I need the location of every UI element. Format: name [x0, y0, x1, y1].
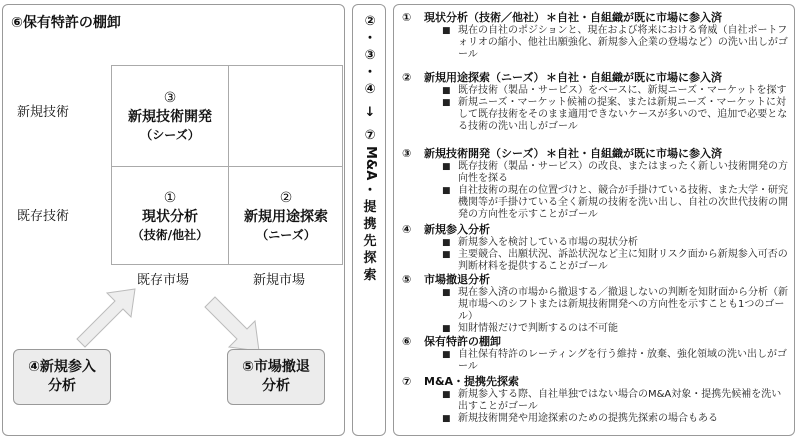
- col-label-existing-market: 既存市場: [137, 273, 190, 288]
- flow-char: 索: [363, 268, 377, 284]
- process-flow-strip: [352, 4, 386, 436]
- item-bullet: ■ 新規ニーズ・マーケット候補の提案、または新規ニーズ・マーケットに対して既存技術をそのまま適用できないケースが多いので、追加で必要となる技術の洗い出しがゴール: [402, 97, 788, 133]
- arrow-up-right-icon: [77, 289, 135, 347]
- row-label-new-tech: 新規技術: [17, 105, 70, 120]
- patent-map-panel: [2, 4, 345, 436]
- item-label: 新規技術開発（シーズ）: [424, 147, 545, 160]
- flow-char: ④: [364, 82, 376, 97]
- item-new-tech-development: [402, 147, 788, 221]
- item-number: ⑤: [402, 273, 412, 286]
- cell-sub: （技術/他社）: [131, 228, 209, 242]
- box-line: 分析: [48, 378, 76, 394]
- item-label: M&A・提携先探索: [424, 375, 520, 388]
- vertical-text: [353, 13, 387, 284]
- flow-char: ・: [363, 183, 377, 199]
- item-bullet: ■ 主要競合、出願状況、訴訟状況など主に知財リスク面から新規参入可否の判断材料を提供することがゴール: [402, 249, 788, 273]
- item-bullet: ■ 新規技術開発や用途探索のための提携先探索の場合もある: [402, 413, 788, 425]
- flow-char: 探: [363, 251, 377, 267]
- item-bullet: ■ 現在の自社のポジションと、現在および将来における脅威（自社ポートフォリオの縮小、他社出願強化、新規参入企業の登場など）の洗い出しがゴール: [402, 25, 788, 61]
- item-note: ＊自社・自組織が既に市場に参入済: [546, 11, 722, 24]
- item-label: 新規参入分析: [424, 223, 490, 236]
- box-line: 分析: [262, 378, 290, 394]
- item-bullet: ■ 既存技術（製品・サービス）をベースに、新規ニーズ・マーケットを探す: [402, 85, 788, 97]
- flow-char: ・: [363, 65, 377, 80]
- arrow-down-right-icon: [205, 297, 259, 351]
- item-bullet: ■ 知財情報だけで判断するのは不可能: [402, 323, 788, 335]
- down-arrow-icon: ↓: [364, 105, 376, 120]
- col-label-new-market: 新規市場: [253, 273, 306, 288]
- cell-new-application: [228, 166, 344, 266]
- flow-char: ②: [364, 14, 376, 29]
- item-market-exit-analysis: [402, 273, 788, 335]
- flow-char: ③: [364, 48, 376, 63]
- item-note: ＊自社・自組織が既に市場に参入済: [546, 147, 722, 160]
- flow-char-ma: M&A: [363, 146, 378, 181]
- cell-name: 新規用途探索: [244, 209, 328, 225]
- tech-market-matrix: [111, 65, 343, 265]
- item-bullet: ■ 自社技術の現在の位置づけと、競合が手掛けている技術、また大学・研究機関等が手掛けている全く新規の技術を洗い出し、自社の次世代技術の開発の方向性を示すことがゴール: [402, 185, 788, 221]
- item-patent-inventory: [402, 335, 788, 373]
- item-bullet: ■ 新規参入を検討している市場の現状分析: [402, 237, 788, 249]
- item-number: ③: [402, 147, 412, 160]
- item-new-entry-analysis: [402, 223, 788, 273]
- item-bullet: ■ 自社保有特許のレーティングを行う維持・放棄、強化領域の洗い出しがゴール: [402, 349, 788, 373]
- cell-number: ③: [163, 90, 177, 106]
- item-number: ④: [402, 223, 412, 236]
- cell-sub: （ニーズ）: [256, 228, 316, 242]
- cell-new-tech-development: [112, 66, 228, 166]
- box-new-entry-analysis: [13, 349, 111, 405]
- item-current-analysis: [402, 11, 788, 61]
- item-bullet: ■ 新規参入する際、自社単独ではない場合のM&A対象・提携先候補を洗い出すことがゴール: [402, 389, 788, 413]
- item-label: 保有特許の棚卸: [424, 335, 501, 348]
- panel-title: ⑥保有特許の棚卸: [11, 15, 121, 31]
- item-number: ⑦: [402, 375, 412, 388]
- box-line: ⑤市場撤退: [242, 359, 310, 375]
- row-label-existing-tech: 既存技術: [17, 209, 70, 224]
- flow-char: 先: [363, 234, 377, 250]
- cell-name: 新規技術開発: [128, 109, 212, 125]
- item-note: ＊自社・自組織が既に市場に参入済: [546, 71, 722, 84]
- box-market-exit-analysis: [227, 349, 325, 405]
- item-number: ①: [402, 11, 412, 24]
- item-bullet: ■ 現在参入済の市場から撤退する／撤退しないの判断を知財面から分析（新規市場へのシフトまたは新規技術開発への方向性を示すことも1つのゴール）: [402, 287, 788, 323]
- cell-current-analysis: [112, 166, 228, 266]
- item-label: 新規用途探索（ニーズ）: [424, 71, 545, 84]
- item-number: ⑥: [402, 335, 412, 348]
- item-label: 現状分析（技術／他社）: [424, 11, 545, 24]
- cell-sub: （シーズ）: [140, 128, 200, 142]
- flow-char: 携: [363, 217, 377, 233]
- cell-number: ①: [163, 190, 177, 206]
- flow-char: ⑦: [364, 128, 376, 143]
- item-new-application: [402, 71, 788, 133]
- cell-name: 現状分析: [142, 209, 198, 225]
- cell-number: ②: [279, 190, 293, 206]
- item-label: 市場撤退分析: [424, 273, 490, 286]
- item-bullet: ■ 既存技術（製品・サービス）の改良、またはまったく新しい技術開発の方向性を探る: [402, 161, 788, 185]
- item-number: ②: [402, 71, 412, 84]
- flow-char: ・: [363, 31, 377, 46]
- analysis-descriptions-panel: [393, 4, 795, 436]
- box-line: ④新規参入: [28, 359, 96, 375]
- cell-empty: [228, 66, 344, 166]
- item-ma-partner-search: [402, 375, 788, 425]
- flow-char: 提: [363, 200, 377, 216]
